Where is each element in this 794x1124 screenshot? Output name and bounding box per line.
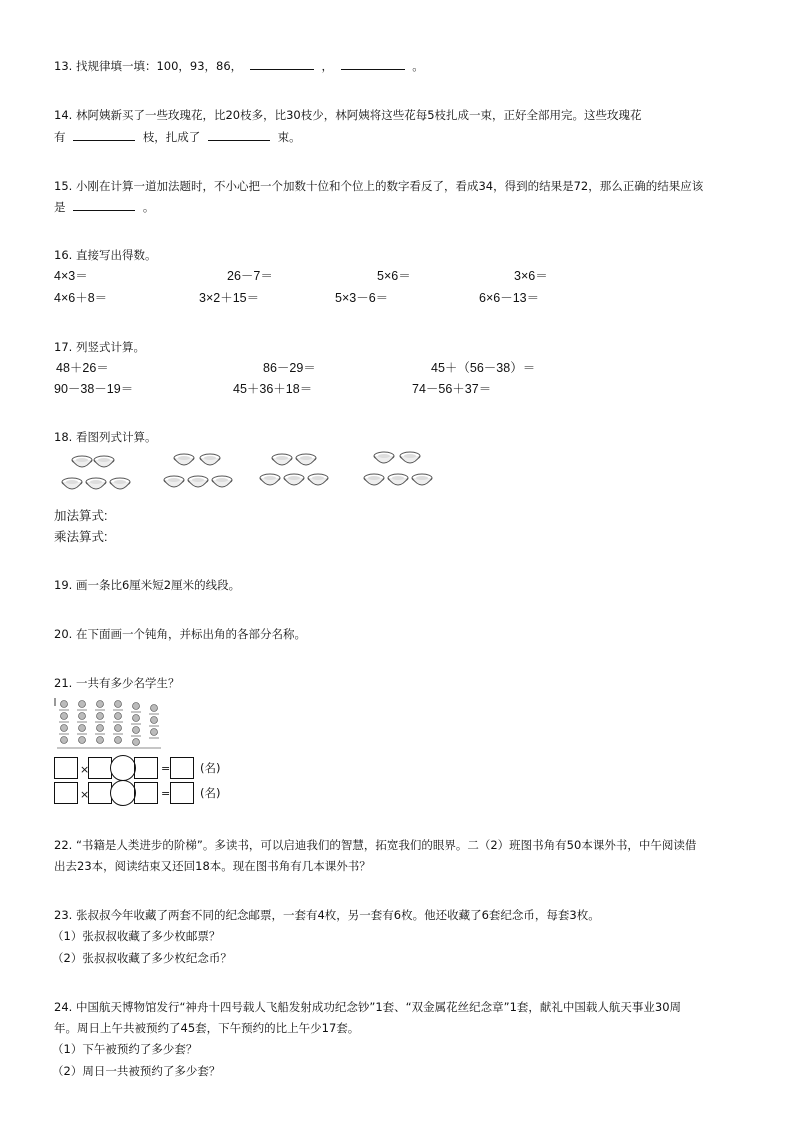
sub-question: （1）张叔叔收藏了多少枚邮票？ xyxy=(52,929,221,943)
calc-item: 6×6－13＝ xyxy=(479,291,540,305)
bowl-group xyxy=(364,452,432,485)
question-number: 23. xyxy=(54,908,73,922)
bowl-groups-illustration xyxy=(54,450,444,502)
sentence-end: 。 xyxy=(412,59,424,73)
question-text: 是 xyxy=(54,200,66,214)
students-illustration xyxy=(54,696,164,752)
operator-circle[interactable] xyxy=(110,755,136,781)
unit-label: (名) xyxy=(200,761,221,775)
calc-item: 26－7＝ xyxy=(227,269,273,283)
multiplication-label: 乘法算式: xyxy=(54,530,108,544)
calc-item: 5×3－6＝ xyxy=(335,291,389,305)
question-text: 小刚在计算一道加法题时，不小心把一个加数十位和个位上的数字看反了，看成34，得到的结果是72，那么正确的结果应该 xyxy=(75,179,704,193)
answer-box[interactable] xyxy=(54,757,78,779)
question-14-line2 xyxy=(54,129,301,145)
question-15 xyxy=(54,178,703,194)
answer-blank[interactable] xyxy=(73,200,135,211)
vertical-calc-item: 90－38－19＝ xyxy=(54,382,134,396)
question-number: 17. xyxy=(54,340,73,354)
answer-box[interactable] xyxy=(54,782,78,804)
question-title: 看图列式计算。 xyxy=(75,430,157,444)
question-13 xyxy=(54,58,424,74)
times-sign: × xyxy=(80,788,90,801)
question-text: 束。 xyxy=(277,130,301,144)
question-number: 21. xyxy=(54,676,73,690)
operator-circle[interactable] xyxy=(110,780,136,806)
answer-box[interactable] xyxy=(170,757,194,779)
question-21 xyxy=(54,675,179,691)
sub-question: （1）下午被预约了多少套？ xyxy=(52,1042,198,1056)
calc-item: 5×6＝ xyxy=(377,269,411,283)
question-22-line2: 出去23本，阅读结束又还回18本。现在图书角有几本课外书？ xyxy=(54,859,371,873)
question-20 xyxy=(54,626,306,642)
bowl-group xyxy=(62,456,130,489)
question-number: 13. xyxy=(54,59,73,73)
question-text: 枝，扎成了 xyxy=(142,130,201,144)
question-text: 中国航天博物馆发行“神舟十四号载人飞船发射成功纪念钞”1套、“双金属花丝纪念章”1套，献礼中国载人航天事业30周 xyxy=(75,1000,682,1014)
question-text: “书籍是人类进步的阶梯”。多读书，可以启迪我们的智慧，拓宽我们的眼界。二（2）班图书角有50本课外书，中午阅读借 xyxy=(75,838,697,852)
question-number: 14. xyxy=(54,108,73,122)
question-23 xyxy=(54,907,600,923)
question-18 xyxy=(54,429,156,445)
calc-item: 3×2＋15＝ xyxy=(199,291,260,305)
vertical-calc-item: 74－56＋37＝ xyxy=(412,382,492,396)
question-number: 19. xyxy=(54,578,73,592)
calc-item: 4×6＋8＝ xyxy=(54,291,108,305)
question-text: 。 xyxy=(142,200,155,214)
answer-box[interactable] xyxy=(170,782,194,804)
question-24-line2: 年。周日上午共被预约了45套，下午预约的比上午少17套。 xyxy=(54,1021,360,1035)
question-number: 18. xyxy=(54,430,73,444)
addition-label: 加法算式: xyxy=(54,509,108,523)
vertical-calc-item: 45＋36＋18＝ xyxy=(233,382,313,396)
answer-box[interactable] xyxy=(88,782,112,804)
question-number: 22. xyxy=(54,838,73,852)
answer-box[interactable] xyxy=(134,782,158,804)
question-24 xyxy=(54,999,681,1015)
question-number: 15. xyxy=(54,179,73,193)
equals-sign: = xyxy=(161,762,171,775)
question-14 xyxy=(54,107,642,123)
answer-box[interactable] xyxy=(134,757,158,779)
bowl-group xyxy=(164,454,232,487)
question-title: 列竖式计算。 xyxy=(75,340,145,354)
answer-blank[interactable] xyxy=(341,59,405,70)
question-15-line2 xyxy=(54,199,154,215)
sub-question: （2）张叔叔收藏了多少枚纪念币？ xyxy=(52,951,232,965)
question-16 xyxy=(54,247,156,263)
unit-label: (名) xyxy=(200,786,221,800)
answer-box[interactable] xyxy=(88,757,112,779)
calc-item: 3×6＝ xyxy=(514,269,548,283)
answer-blank[interactable] xyxy=(250,59,314,70)
vertical-calc-item: 86－29＝ xyxy=(263,361,316,375)
question-number: 20. xyxy=(54,627,73,641)
times-sign: × xyxy=(80,763,90,776)
question-22 xyxy=(54,837,696,853)
question-number: 16. xyxy=(54,248,73,262)
question-text: 有 xyxy=(54,130,66,144)
question-text: 张叔叔今年收藏了两套不同的纪念邮票，一套有4枚，另一套有6枚。他还收藏了6套纪念币，每套3枚。 xyxy=(75,908,600,922)
bowl-group xyxy=(260,454,328,485)
equals-sign: = xyxy=(161,787,171,800)
answer-blank[interactable] xyxy=(73,130,135,141)
sub-question: （2）周日一共被预约了多少套？ xyxy=(52,1064,221,1078)
question-title: 直接写出得数。 xyxy=(75,248,157,262)
question-text: 在下面画一个钝角，并标出角的各部分名称。 xyxy=(75,627,306,641)
question-title: 一共有多少名学生？ xyxy=(75,676,180,690)
separator: ， xyxy=(321,59,333,73)
question-text: 林阿姨新买了一些玫瑰花，比20枝多，比30枝少，林阿姨将这些花每5枝扎成一束，正好全部用完。这些玫瑰花 xyxy=(75,108,642,122)
question-17 xyxy=(54,339,145,355)
vertical-calc-item: 48＋26＝ xyxy=(56,361,109,375)
question-text: 画一条比6厘米短2厘米的线段。 xyxy=(75,578,241,592)
vertical-calc-item: 45＋（56－38）＝ xyxy=(431,361,536,375)
question-number: 24. xyxy=(54,1000,73,1014)
question-text: 找规律填一填：100，93，86， xyxy=(75,59,243,73)
calc-item: 4×3＝ xyxy=(54,269,88,283)
question-19 xyxy=(54,577,240,593)
answer-blank[interactable] xyxy=(208,130,270,141)
